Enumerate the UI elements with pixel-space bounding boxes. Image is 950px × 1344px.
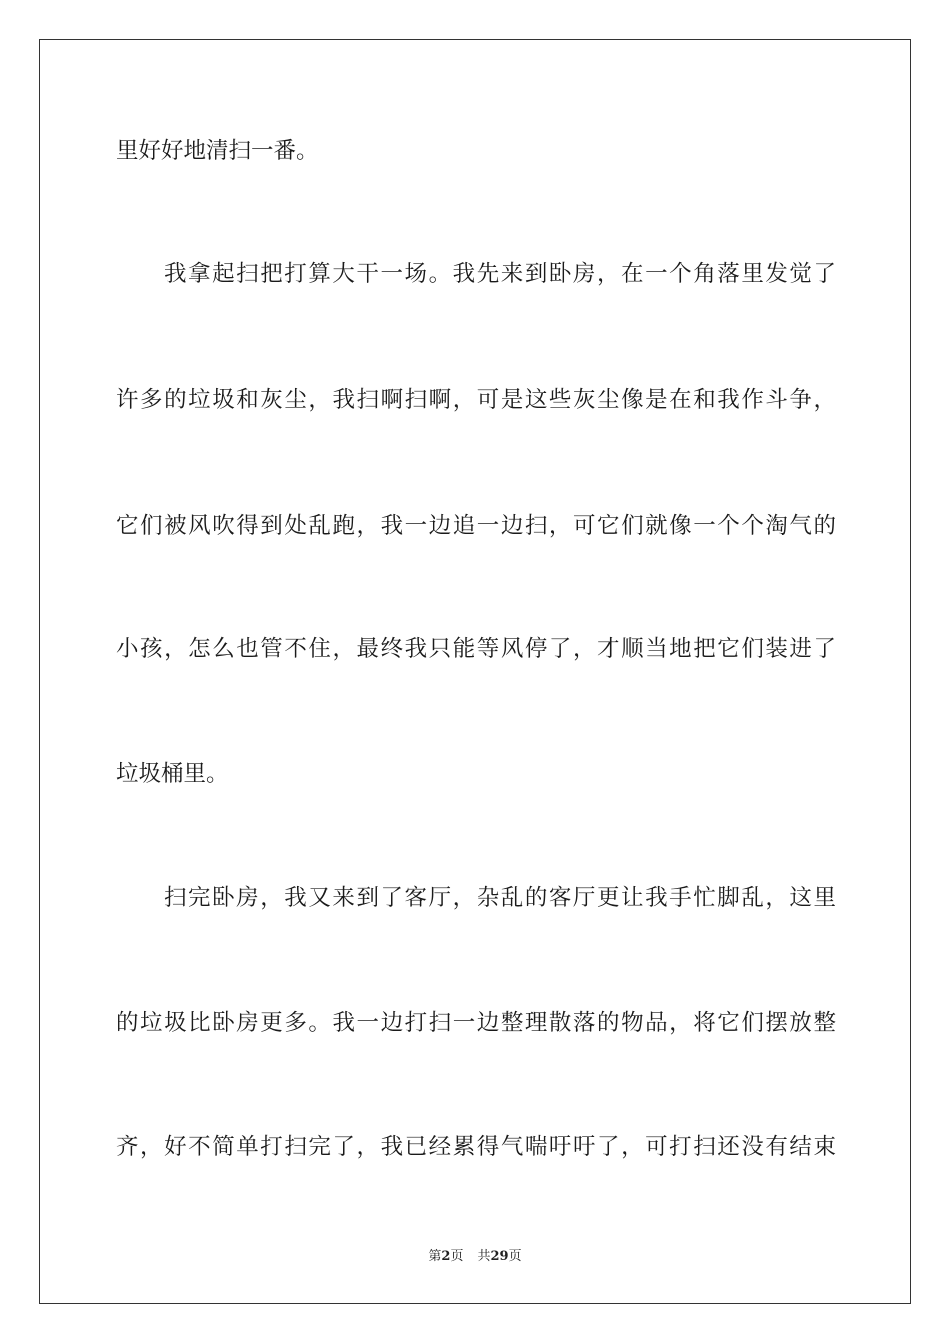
footer-total-prefix: 共 [477, 1249, 491, 1264]
text-line-4: 它们被风吹得到处乱跑，我一边追一边扫，可它们就像一个个淘气的 [116, 513, 836, 539]
text-line-7: 扫完卧房，我又来到了客厅，杂乱的客厅更让我手忙脚乱，这里 [164, 885, 836, 911]
text-line-3: 许多的垃圾和灰尘，我扫啊扫啊，可是这些灰尘像是在和我作斗争， [116, 387, 836, 413]
footer-page-prefix: 第 [428, 1249, 442, 1264]
text-line-8: 的垃圾比卧房更多。我一边打扫一边整理散落的物品，将它们摆放整 [116, 1010, 836, 1036]
footer-page-suffix: 页 [450, 1249, 464, 1264]
footer-total-suffix: 页 [508, 1249, 522, 1264]
text-line-9: 齐，好不简单打扫完了，我已经累得气喘吁吁了，可打扫还没有结束 [116, 1134, 836, 1160]
text-line-5: 小孩，怎么也管不住，最终我只能等风停了，才顺当地把它们装进了 [116, 636, 836, 662]
page-border [39, 39, 911, 1304]
text-line-1: 里好好地清扫一番。 [116, 138, 319, 164]
footer-total-pages: 29 [490, 1249, 509, 1264]
page-footer [0, 1248, 950, 1266]
footer-page-number: 2 [441, 1249, 451, 1264]
text-line-2: 我拿起扫把打算大干一场。我先来到卧房，在一个角落里发觉了 [164, 261, 836, 287]
text-line-6: 垃圾桶里。 [116, 761, 229, 787]
